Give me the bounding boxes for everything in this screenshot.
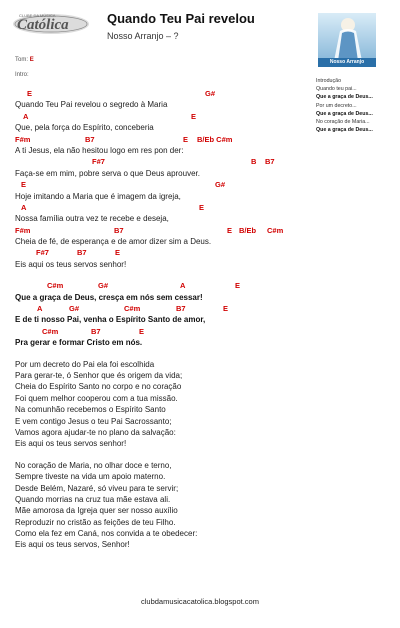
lyric-line: Pra gerar e formar Cristo em nós.	[15, 338, 143, 348]
chord: B7	[77, 248, 87, 258]
lyric-line: Foi quem melhor cooperou com a tua missão.	[15, 393, 178, 403]
footer-url[interactable]: clubdamusicacatolica.blogspot.com	[141, 597, 259, 606]
chord: F#m	[15, 134, 31, 144]
chord: A	[37, 304, 43, 314]
lyric-line: Quando Teu Pai revelou o segredo à Maria	[15, 100, 168, 110]
chord: G#	[69, 304, 80, 314]
chord: C#m	[47, 281, 64, 291]
chord: F#7	[92, 157, 105, 167]
lyric-line: Vamos agora ajudar-te no plano da salvação:	[15, 427, 176, 437]
chord-line	[15, 326, 310, 337]
tom-value: E	[29, 57, 34, 63]
chord: C#m	[42, 326, 59, 336]
chord-line	[15, 179, 310, 190]
lyric-line: Nossa família outra vez te recebe e deseja,	[15, 214, 169, 224]
key-line	[15, 57, 34, 63]
song-title: Quando Teu Pai revelou	[107, 11, 255, 26]
chord-line	[15, 88, 310, 99]
chord: C#m	[124, 304, 141, 314]
chord: B/Eb	[239, 225, 257, 235]
chord: E	[27, 89, 33, 98]
lyric-line: Como ela fez em Caná, nos convida a te obedecer:	[15, 529, 198, 539]
lyric-line: Eis aqui os teus servos senhor!	[15, 259, 127, 269]
section-link[interactable]: Quando teu pai...	[316, 86, 357, 93]
chord: E	[235, 281, 241, 291]
lyric-line: Eis aqui os teus servos, Senhor!	[15, 540, 130, 550]
chord: E	[21, 180, 27, 190]
section-link[interactable]: Que a graça de Deus...	[316, 94, 373, 101]
chord: B7	[85, 134, 95, 144]
lyric-line: Eis aqui os teus servos senhor!	[15, 439, 127, 449]
song-sheet	[15, 88, 310, 551]
lyric-line: Sempre tiveste na vida um apoio materno.	[15, 472, 166, 482]
lyric-line: E de ti nosso Pai, venha o Espírito Santo de amor,	[15, 315, 206, 325]
lyric-line: Que, pela força do Espírito, conceberia	[15, 123, 154, 133]
lyric-line: Que a graça de Deus, cresça em nós sem cessar!	[15, 292, 203, 302]
chord: B7	[176, 304, 186, 314]
chord-line	[15, 280, 310, 291]
section-link[interactable]: Introdução	[316, 78, 342, 84]
chord: E	[191, 111, 197, 121]
lyric-line: E vem contigo Jesus o teu Pai Sacrossanto;	[15, 416, 172, 426]
section-link[interactable]: No coração de Maria...	[316, 119, 370, 126]
lyric-line: Cheia do Espírito Santo no corpo e no coração	[15, 382, 182, 392]
album-thumbnail[interactable]	[318, 13, 376, 67]
site-logo	[11, 10, 91, 36]
song-subtitle: Nosso Arranjo – ?	[107, 31, 179, 41]
stanza-gap	[15, 349, 310, 359]
section-link[interactable]: Que a graça de Deus...	[316, 127, 373, 134]
lyric-line: No coração de Maria, no olhar doce e terno,	[15, 460, 172, 470]
chord-line	[15, 225, 310, 236]
tom-label: Tom:	[15, 57, 29, 63]
chord: F#m	[15, 225, 31, 235]
chord: A	[21, 202, 27, 212]
chord: B7	[114, 225, 124, 235]
lyric-line: Mãe amorosa da Igreja quer ser nosso auxílio	[15, 506, 178, 516]
stanza-gap	[15, 270, 310, 280]
chord: G#	[205, 89, 216, 98]
chord-line	[15, 134, 310, 145]
thumbnail-caption: Nosso Arranjo	[318, 58, 376, 67]
section-link[interactable]: Que a graça de Deus...	[316, 110, 373, 117]
lyric-line: Na comunhão recebemos o Espírito Santo	[15, 405, 166, 415]
chord: E	[139, 326, 145, 336]
chord-line	[15, 202, 310, 213]
lyric-line: Cheia de fé, de esperança e de amor dizer sim a Deus.	[15, 237, 212, 247]
chord: F#7	[36, 248, 49, 258]
chord: B	[251, 157, 257, 167]
chord: B7	[265, 157, 275, 167]
chord: E	[199, 202, 205, 212]
lyric-line: Por um decreto do Pai ela foi escolhida	[15, 359, 155, 369]
lyric-line: Desde Belém, Nazaré, só viveu para te servir;	[15, 483, 179, 493]
intro-label: Intro:	[15, 72, 29, 78]
stanza-gap	[15, 450, 310, 460]
lyric-line: Reproduzir no cristão as feições de teu Filho.	[15, 517, 176, 527]
chord: B/Eb C#m	[197, 134, 233, 144]
svg-text:CLUBE DA MÚSICA: CLUBE DA MÚSICA	[19, 13, 56, 18]
lyric-line: A ti Jesus, ela não hesitou logo em res pon der:	[15, 145, 184, 155]
chord-line	[15, 156, 310, 167]
chord: A	[180, 281, 186, 291]
lyric-line: Hoje imitando a Maria que é imagem da igreja,	[15, 191, 181, 201]
chord-line	[15, 111, 310, 122]
chord: E	[115, 248, 121, 258]
chord-line	[15, 303, 310, 314]
chord: B7	[91, 326, 101, 336]
chord-line	[15, 247, 310, 258]
lyric-line: Para gerar-te, ó Senhor que és origem da vida;	[15, 370, 183, 380]
chord: C#m	[267, 225, 284, 235]
chord: E	[227, 225, 233, 235]
chord: G#	[98, 281, 109, 291]
svg-text:Católica: Católica	[17, 17, 69, 33]
section-index	[316, 77, 396, 134]
chord: A	[23, 111, 29, 121]
lyric-line: Quando morrias na cruz tua mãe estava ali.	[15, 494, 171, 504]
chord: E	[183, 134, 189, 144]
section-link[interactable]: Por um decreto...	[316, 102, 357, 109]
chord: G#	[215, 180, 226, 190]
chord: E	[223, 304, 229, 314]
lyric-line: Faça-se em mim, pobre serva o que Deus aprouver.	[15, 168, 200, 178]
